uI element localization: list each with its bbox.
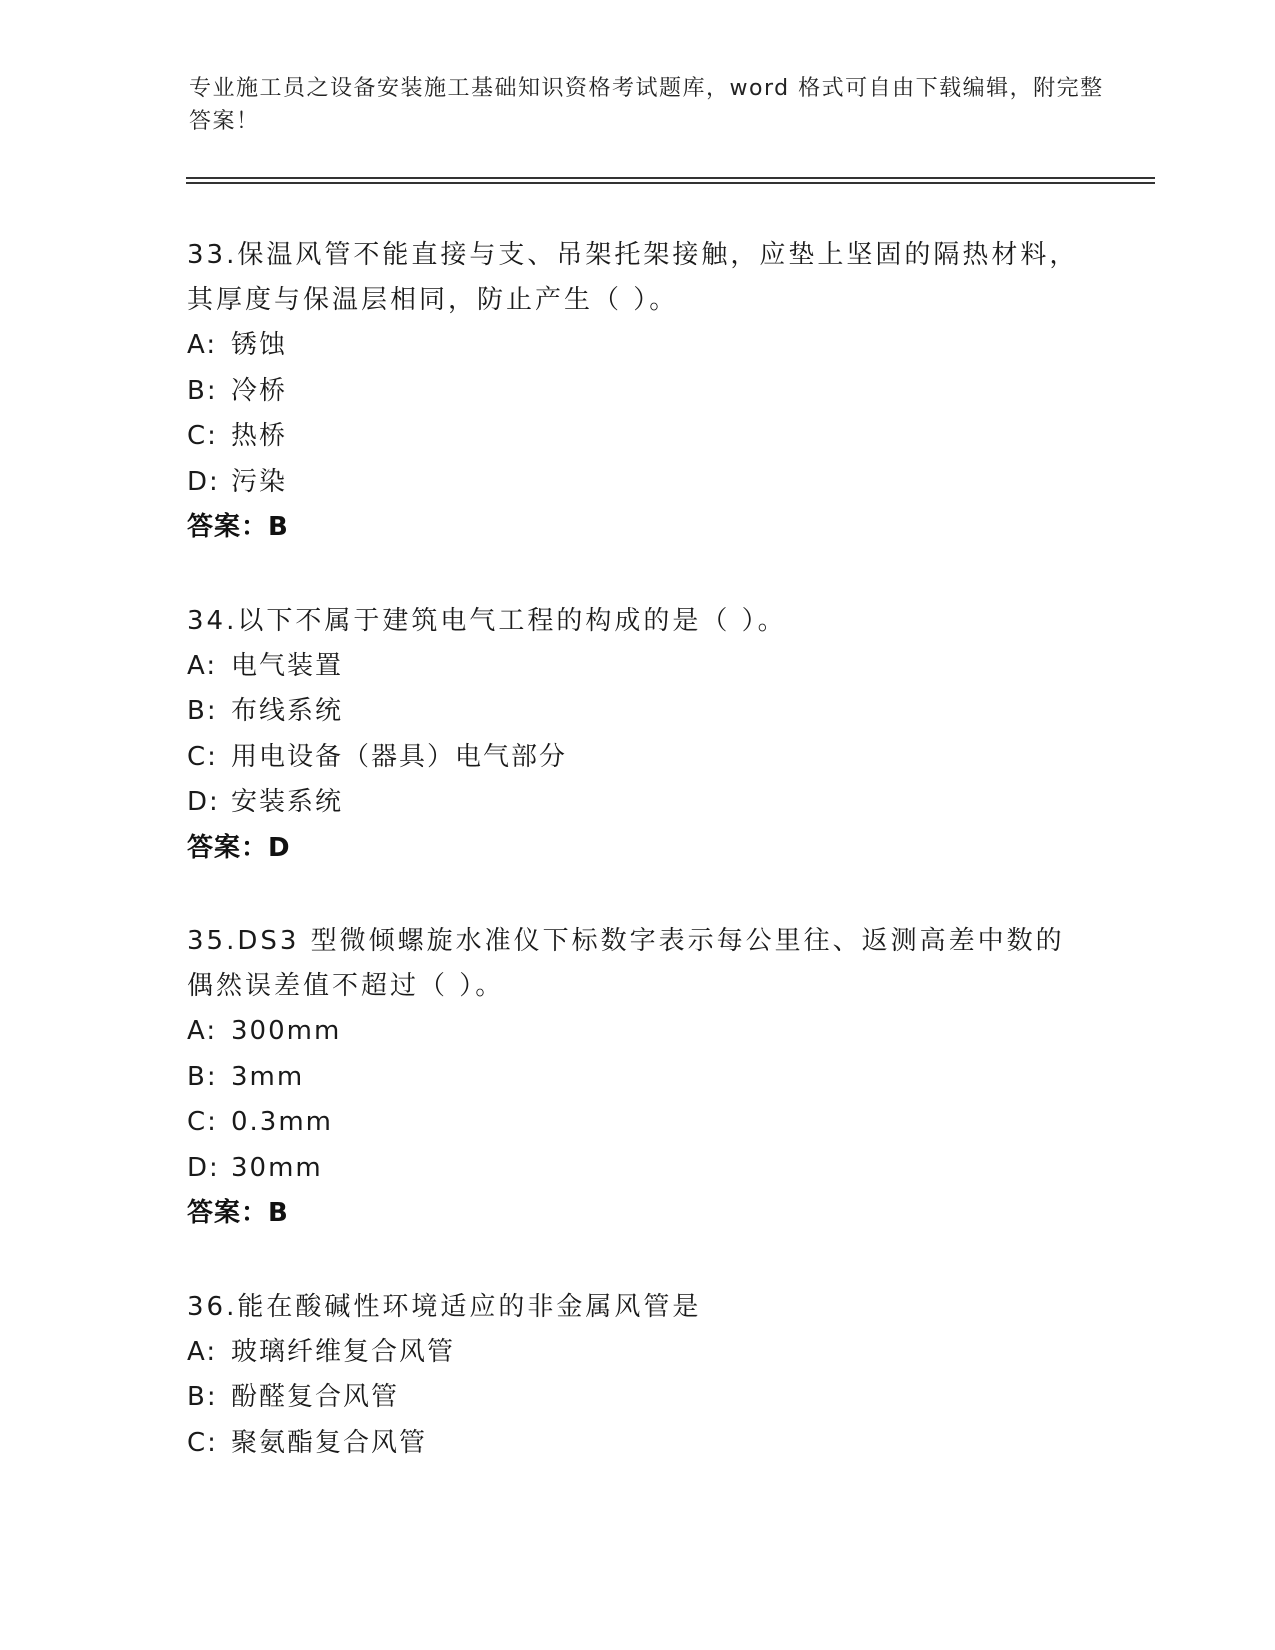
option-c [187, 414, 1087, 460]
option-text: 电气装置 [231, 650, 344, 681]
option-letter: C: [187, 1427, 218, 1458]
option-text: 污染 [231, 466, 288, 497]
option-a [187, 323, 1087, 369]
option-text: 300mm [231, 1016, 342, 1046]
option-text: 3mm [231, 1061, 305, 1092]
option-text: 冷桥 [231, 375, 288, 406]
option-letter: A: [187, 330, 218, 360]
option-text: 0.3mm [231, 1107, 334, 1137]
question-stem: 33.保温风管不能直接与支、吊架托架接触，应垫上坚固的隔热材料，其厚度与保温层相同，防止产生（ ）。 [187, 240, 1079, 315]
option-letter: D: [187, 787, 220, 817]
option-letter: A: [187, 650, 218, 681]
option-letter: B: [187, 1382, 218, 1412]
option-b [187, 689, 1087, 735]
answer-line: 答案：B [187, 512, 289, 542]
answer-line: 答案：D [187, 832, 291, 863]
answer-line: 答案：B [187, 1198, 289, 1228]
header-divider-bottom [186, 182, 1155, 184]
question-34 [187, 599, 1087, 872]
question-list [187, 233, 1087, 1514]
option-letter: A: [187, 1016, 218, 1046]
header-divider-top [186, 177, 1155, 179]
option-b [187, 1375, 1087, 1421]
option-letter: B: [187, 1061, 218, 1092]
question-36 [187, 1285, 1087, 1467]
option-letter: C: [187, 741, 218, 772]
option-c [187, 1421, 1087, 1467]
option-a [187, 1009, 1087, 1055]
question-stem: 34.以下不属于建筑电气工程的构成的是（ ）。 [187, 605, 787, 636]
option-letter: C: [187, 421, 218, 451]
question-stem: 36.能在酸碱性环境适应的非金属风管是 [187, 1291, 702, 1322]
question-35 [187, 919, 1087, 1237]
option-letter: C: [187, 1107, 218, 1137]
option-text: 玻璃纤维复合风管 [231, 1336, 456, 1367]
option-text: 用电设备（器具）电气部分 [231, 741, 568, 772]
option-b [187, 1055, 1087, 1101]
option-letter: B: [187, 696, 218, 726]
option-letter: D: [187, 1152, 220, 1183]
option-c [187, 1100, 1087, 1146]
option-d [187, 780, 1087, 826]
question-33 [187, 233, 1087, 551]
option-d [187, 1146, 1087, 1192]
option-text: 安装系统 [231, 787, 344, 817]
option-letter: A: [187, 1336, 218, 1367]
option-text: 锈蚀 [231, 330, 288, 360]
option-a [187, 1330, 1087, 1376]
option-text: 布线系统 [231, 696, 344, 726]
question-stem: 35.DS3 型微倾螺旋水准仪下标数字表示每公里往、返测高差中数的偶然误差值不超过（ ）。 [187, 926, 1065, 1001]
option-text: 热桥 [231, 421, 288, 451]
option-c [187, 735, 1087, 781]
option-d [187, 460, 1087, 506]
option-text: 酚醛复合风管 [231, 1382, 400, 1412]
option-a [187, 644, 1087, 690]
option-text: 聚氨酯复合风管 [231, 1427, 428, 1458]
option-b [187, 369, 1087, 415]
document-header: 专业施工员之设备安装施工基础知识资格考试题库，word 格式可自由下载编辑，附完整答案！ [189, 76, 1104, 134]
option-text: 30mm [231, 1152, 323, 1183]
option-letter: D: [187, 466, 220, 497]
option-letter: B: [187, 375, 218, 406]
